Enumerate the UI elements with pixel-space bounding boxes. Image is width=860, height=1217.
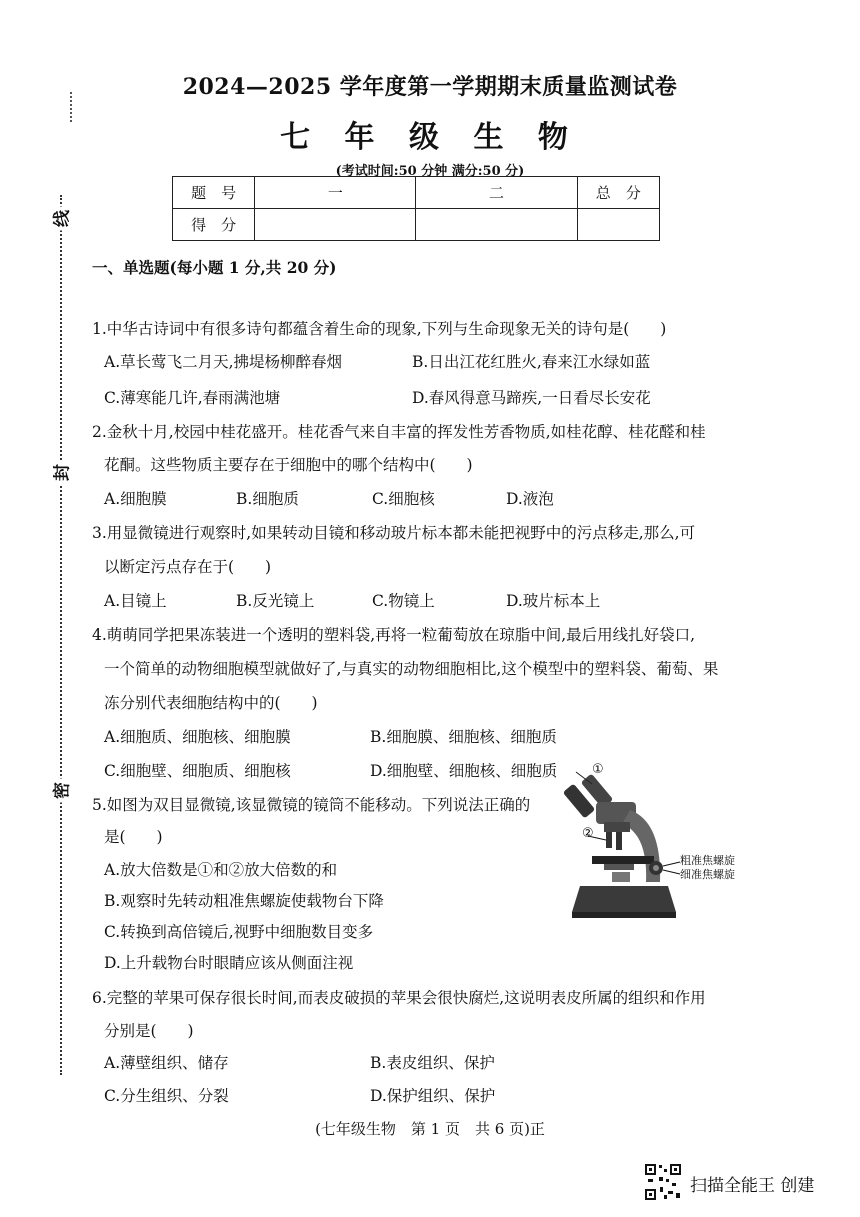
score-row-label: 得 分 <box>173 209 255 241</box>
figure-label-1: ① <box>592 762 604 777</box>
question-2-option-a: A.细胞膜 <box>104 490 167 508</box>
question-3-option-d: D.玻片标本上 <box>506 592 601 610</box>
section-title: 一、单选题(每小题 1 分,共 20 分) <box>92 258 337 277</box>
score-cell-part1: 一 <box>255 177 416 209</box>
question-5-stem-line1: 5.如图为双目显微镜,该显微镜的镜筒不能移动。下列说法正确的 <box>92 796 531 814</box>
watermark-text: 扫描全能王 创建 <box>690 1176 815 1196</box>
question-2-option-d: D.液泡 <box>506 490 554 508</box>
question-5-stem-line2: 是( ) <box>104 828 163 846</box>
question-6-stem-line1: 6.完整的苹果可保存很长时间,而表皮破损的苹果会很快腐烂,这说明表皮所属的组织和作用 <box>92 989 706 1007</box>
question-5-option-c: C.转换到高倍镜后,视野中细胞数目变多 <box>104 923 374 941</box>
question-1-stem: 1.中华古诗词中有很多诗句都蕴含着生命的现象,下列与生命现象无关的诗句是( ) <box>92 320 667 338</box>
page-footer: (七年级生物 第 1 页 共 6 页)正 <box>315 1120 545 1138</box>
question-2-option-b: B.细胞质 <box>236 490 299 508</box>
question-2-option-c: C.细胞核 <box>372 490 435 508</box>
question-6-option-d: D.保护组织、保护 <box>370 1087 496 1105</box>
question-4-option-c: C.细胞壁、细胞质、细胞核 <box>104 762 291 780</box>
question-3-option-c: C.物镜上 <box>372 592 435 610</box>
exam-title: 2024—2025 学年度第一学期期末质量监测试卷 <box>182 74 678 100</box>
figure-label-fine: 细准焦螺旋 <box>680 868 735 881</box>
score-cell-total: 总 分 <box>577 177 659 209</box>
scanner-watermark <box>644 1163 844 1203</box>
question-5-option-d: D.上升载物台时眼睛应该从侧面注视 <box>104 954 354 972</box>
question-4-option-d: D.细胞壁、细胞核、细胞质 <box>370 762 558 780</box>
score-input-total[interactable] <box>577 209 659 241</box>
margin-label-feng: 封 <box>48 461 73 485</box>
figure-label-2: ② <box>582 826 594 841</box>
score-table-score-row <box>173 209 660 241</box>
question-6-stem-line2: 分别是( ) <box>104 1022 194 1040</box>
question-2-stem-line1: 2.金秋十月,校园中桂花盛开。桂花香气来自丰富的挥发性芳香物质,如桂花醇、桂花醛和桂 <box>92 423 706 441</box>
margin-label-xian: 线 <box>48 207 73 231</box>
microscope-figure <box>564 762 734 922</box>
microscope-drawing <box>564 762 684 922</box>
question-4-option-a: A.细胞质、细胞核、细胞膜 <box>104 728 291 746</box>
question-1-option-c: C.薄寒能几许,春雨满池塘 <box>104 389 281 407</box>
question-3-option-a: A.目镜上 <box>104 592 167 610</box>
question-1-option-a: A.草长莺飞二月天,拂堤杨柳醉春烟 <box>104 353 343 371</box>
question-2-stem-line2: 花酮。这些物质主要存在于细胞中的哪个结构中( ) <box>104 456 473 474</box>
question-4-stem-line3: 冻分别代表细胞结构中的( ) <box>104 694 318 712</box>
question-3-stem-line1: 3.用显微镜进行观察时,如果转动目镜和移动玻片标本都未能把视野中的污点移走,那么,可 <box>92 524 696 542</box>
question-6-option-a: A.薄壁组织、储存 <box>104 1054 229 1072</box>
question-4-option-b: B.细胞膜、细胞核、细胞质 <box>370 728 557 746</box>
score-table-header-row <box>173 177 660 209</box>
score-cell-part2: 二 <box>416 177 577 209</box>
margin-label-mi: 密 <box>48 779 73 803</box>
score-input-part2[interactable] <box>416 209 577 241</box>
score-cell-label: 题 号 <box>173 177 255 209</box>
question-6-option-b: B.表皮组织、保护 <box>370 1054 495 1072</box>
score-input-part1[interactable] <box>255 209 416 241</box>
binding-line <box>60 195 62 1075</box>
question-5-option-a: A.放大倍数是①和②放大倍数的和 <box>104 861 338 879</box>
question-3-stem-line2: 以断定污点存在于( ) <box>104 558 272 576</box>
question-1-option-b: B.日出江花红胜火,春来江水绿如蓝 <box>412 353 651 371</box>
question-3-option-b: B.反光镜上 <box>236 592 315 610</box>
exam-info: (考试时间:50 分钟 满分:50 分) <box>335 164 525 179</box>
figure-label-coarse: 粗准焦螺旋 <box>680 854 735 867</box>
qr-code-icon <box>644 1163 682 1201</box>
question-6-option-c: C.分生组织、分裂 <box>104 1087 229 1105</box>
subject-title: 七 年 级 生 物 <box>280 120 580 155</box>
question-5-option-b: B.观察时先转动粗准焦螺旋使载物台下降 <box>104 892 384 910</box>
question-4-stem-line1: 4.萌萌同学把果冻装进一个透明的塑料袋,再将一粒葡萄放在琼脂中间,最后用线扎好袋口, <box>92 626 696 644</box>
score-table <box>172 176 660 241</box>
question-1-option-d: D.春风得意马蹄疾,一日看尽长安花 <box>412 389 651 407</box>
question-4-stem-line2: 一个简单的动物细胞模型就做好了,与真实的动物细胞相比,这个模型中的塑料袋、葡萄、果 <box>104 660 719 678</box>
